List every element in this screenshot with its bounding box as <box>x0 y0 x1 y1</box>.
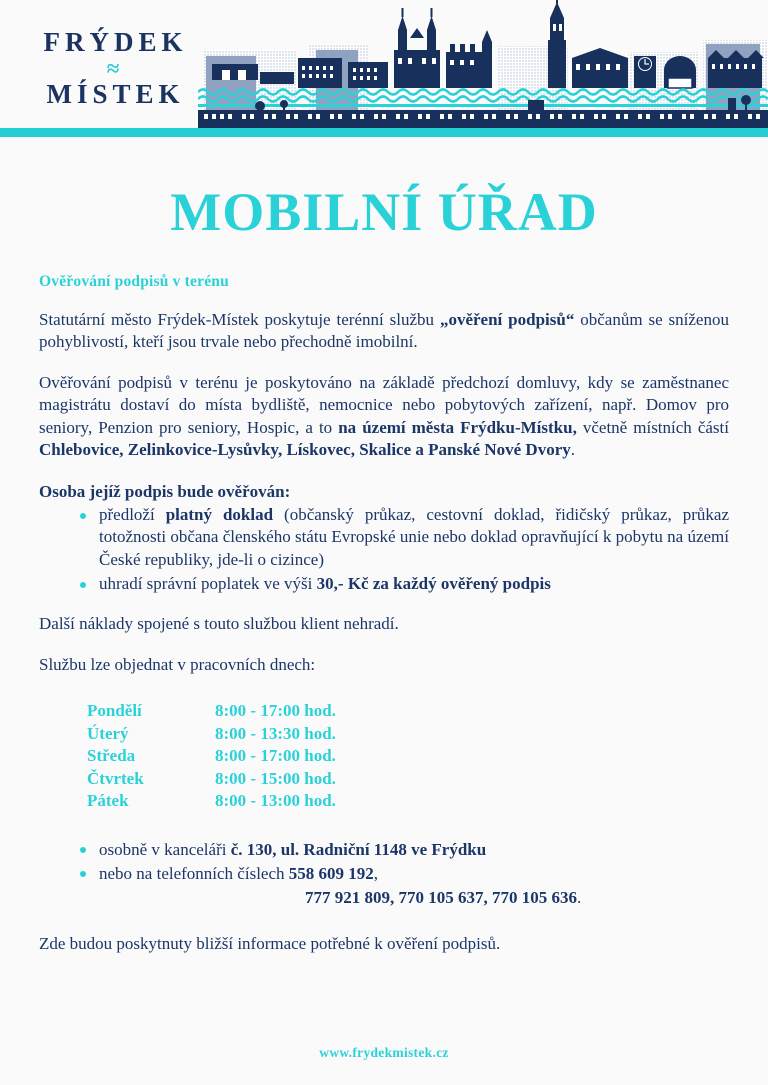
requirement-fee-part-1: uhradí správní poplatek ve výši <box>99 573 317 593</box>
contact-list <box>39 838 729 909</box>
requirements-heading: Osoba jejíž podpis bude ověřován: <box>39 481 291 501</box>
page-header <box>0 0 768 137</box>
schedule-hours-value: 8:00 - 15:00 hod. <box>215 768 336 788</box>
city-logo <box>38 28 188 109</box>
requirement-fee-bold: 30,- Kč za každý ověřený podpis <box>316 573 551 593</box>
header-accent-bar <box>0 128 768 137</box>
requirement-document-part-1: předloží <box>99 504 166 524</box>
schedule-row <box>87 723 729 745</box>
opening-hours-table <box>39 700 729 812</box>
no-extra-costs-note: Další náklady spojené s touto službou klient nehradí. <box>39 614 399 634</box>
requirements-list <box>39 504 729 596</box>
intro-paragraph <box>39 309 729 354</box>
contact-phone-part-2: , <box>373 863 379 883</box>
contact-office-part-1: osobně v kanceláři <box>99 840 231 860</box>
wave-icon: ≈ <box>106 56 120 82</box>
coverage-paragraph <box>39 372 729 462</box>
cityscape-illustration <box>198 0 768 128</box>
document-body <box>0 273 768 954</box>
coverage-part-2: včetně místních částí <box>576 417 729 437</box>
contact-office-address: č. 130, ul. Radniční 1148 ve Frýdku <box>230 840 487 860</box>
closing-note: Zde budou poskytnuty bližší informace potřebné k ověření podpisů. <box>39 933 501 953</box>
coverage-part-1: Ověřování podpisů v terénu je poskytováno na základě předchozí domluvy, kdy se zaměstnanec magistrátu dostaví do místa bydliště, nemocnice nebo pobytových zařízení, např. Domov pro seniory, Penzion pro seniory, Hospic, a to <box>39 372 729 437</box>
schedule-hours-value: 8:00 - 17:00 hod. <box>215 746 336 766</box>
contact-office <box>78 838 729 861</box>
requirement-document <box>78 504 729 571</box>
intro-bold-service: „ověření podpisů“ <box>439 310 575 329</box>
coverage-bold-area: na území města Frýdku-Místku, <box>338 417 577 437</box>
schedule-day-label: Pátek <box>87 791 129 810</box>
contact-phone-tail: . <box>577 888 582 908</box>
coverage-part-3: . <box>570 440 575 460</box>
coverage-bold-districts: Chlebovice, Zelinkovice-Lysůvky, Lískovec, Skalice a Panské Nové Dvory <box>39 440 571 460</box>
contact-phone-additional[interactable]: 777 921 809, 770 105 637, 770 105 636 <box>305 888 577 908</box>
logo-text-mistek: MÍSTEK <box>46 79 185 109</box>
schedule-hours-value: 8:00 - 13:30 hod. <box>215 723 336 743</box>
schedule-row <box>87 745 729 767</box>
contact-phone-primary[interactable]: 558 609 192 <box>288 863 374 883</box>
schedule-day-label: Středa <box>87 746 136 766</box>
contact-phone <box>78 862 729 910</box>
schedule-row <box>87 790 729 812</box>
schedule-row <box>87 700 729 722</box>
requirement-document-part-2: (občanský průkaz, cestovní doklad, řidičský průkaz, průkaz totožnosti občana členského státu Evropské unie nebo doklad opravňující k pobytu na území České republiky, jde-li o cizince) <box>99 504 729 569</box>
logo-text-frydek: FRÝDEK <box>43 27 188 57</box>
requirement-document-bold: platný doklad <box>165 504 274 524</box>
schedule-day-label: Úterý <box>87 723 129 743</box>
schedule-hours-value: 8:00 - 13:00 hod. <box>215 791 336 810</box>
footer-website-url[interactable]: www.frydekmistek.cz <box>319 1045 449 1060</box>
intro-part-2: občanům se sníženou pohyblivostí, kteří jsou trvale nebo přechodně imobilní. <box>39 310 729 352</box>
order-intro: Službu lze objednat v pracovních dnech: <box>39 654 316 674</box>
schedule-row <box>87 768 729 790</box>
section-subtitle: Ověřování podpisů v terénu <box>39 273 229 290</box>
schedule-day-label: Pondělí <box>87 701 142 721</box>
contact-phone-part-1: nebo na telefonních číslech <box>99 863 289 883</box>
page-title: MOBILNÍ ÚŘAD <box>170 182 598 242</box>
intro-part-1: Statutární město Frýdek-Místek poskytuje terénní službu <box>39 310 440 329</box>
schedule-hours-value: 8:00 - 17:00 hod. <box>215 701 336 721</box>
requirement-fee <box>78 573 729 595</box>
contact-phone-additional-line <box>305 886 729 909</box>
schedule-day-label: Čtvrtek <box>87 768 144 788</box>
